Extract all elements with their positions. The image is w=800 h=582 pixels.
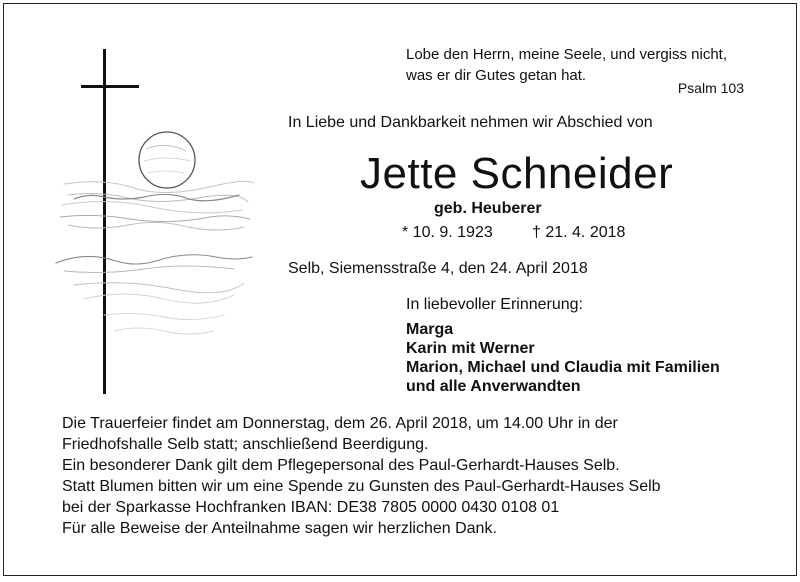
mourners-list [406,320,720,396]
place-and-date: Selb, Siemensstraße 4, den 24. April 2018 [288,260,588,277]
verse-line: Lobe den Herrn, meine Seele, und vergiss nicht, [406,46,728,63]
verse-source: Psalm 103 [677,80,744,96]
note-line: Für alle Beweise der Anteilnahme sagen wir herzlichen Dank. [62,520,497,537]
cross-icon [81,49,139,394]
note-line: Friedhofshalle Selb statt; anschließend Beerdigung. [62,436,429,453]
note-line: Die Trauerfeier findet am Donnerstag, dem 26. April 2018, um 14.00 Uhr in der [62,415,618,432]
death-date: † 21. 4. 2018 [532,224,626,241]
note-line: Ein besonderer Dank gilt dem Pflegepersonal des Paul-Gerhardt-Hauses Selb. [62,457,620,474]
note-line: Statt Blumen bitten wir um eine Spende zu Gunsten des Paul-Gerhardt-Hauses Selb [62,478,661,495]
sun-icon [139,132,195,188]
farewell-intro: In Liebe und Dankbarkeit nehmen wir Abschied von [288,114,653,131]
note-line: bei der Sparkasse Hochfranken IBAN: DE38 7805 0000 0430 0108 01 [62,499,560,516]
funeral-notes [62,413,661,539]
deceased-name: Jette Schneider [360,149,674,198]
birth-date: * 10. 9. 1923 [402,224,493,241]
verse-line: was er dir Gutes getan hat. [406,67,587,84]
mourner: Marion, Michael und Claudia mit Familien [406,359,720,376]
mourner: und alle Anverwandten [406,378,581,395]
mourner: Karin mit Werner [406,340,535,357]
memory-label: In liebevoller Erinnerung: [406,296,583,313]
landscape-illustration [56,181,254,334]
memorial-illustration [54,49,254,399]
mourner: Marga [406,321,454,338]
birth-name: geb. Heuberer [434,200,542,217]
obituary-notice [3,3,797,576]
